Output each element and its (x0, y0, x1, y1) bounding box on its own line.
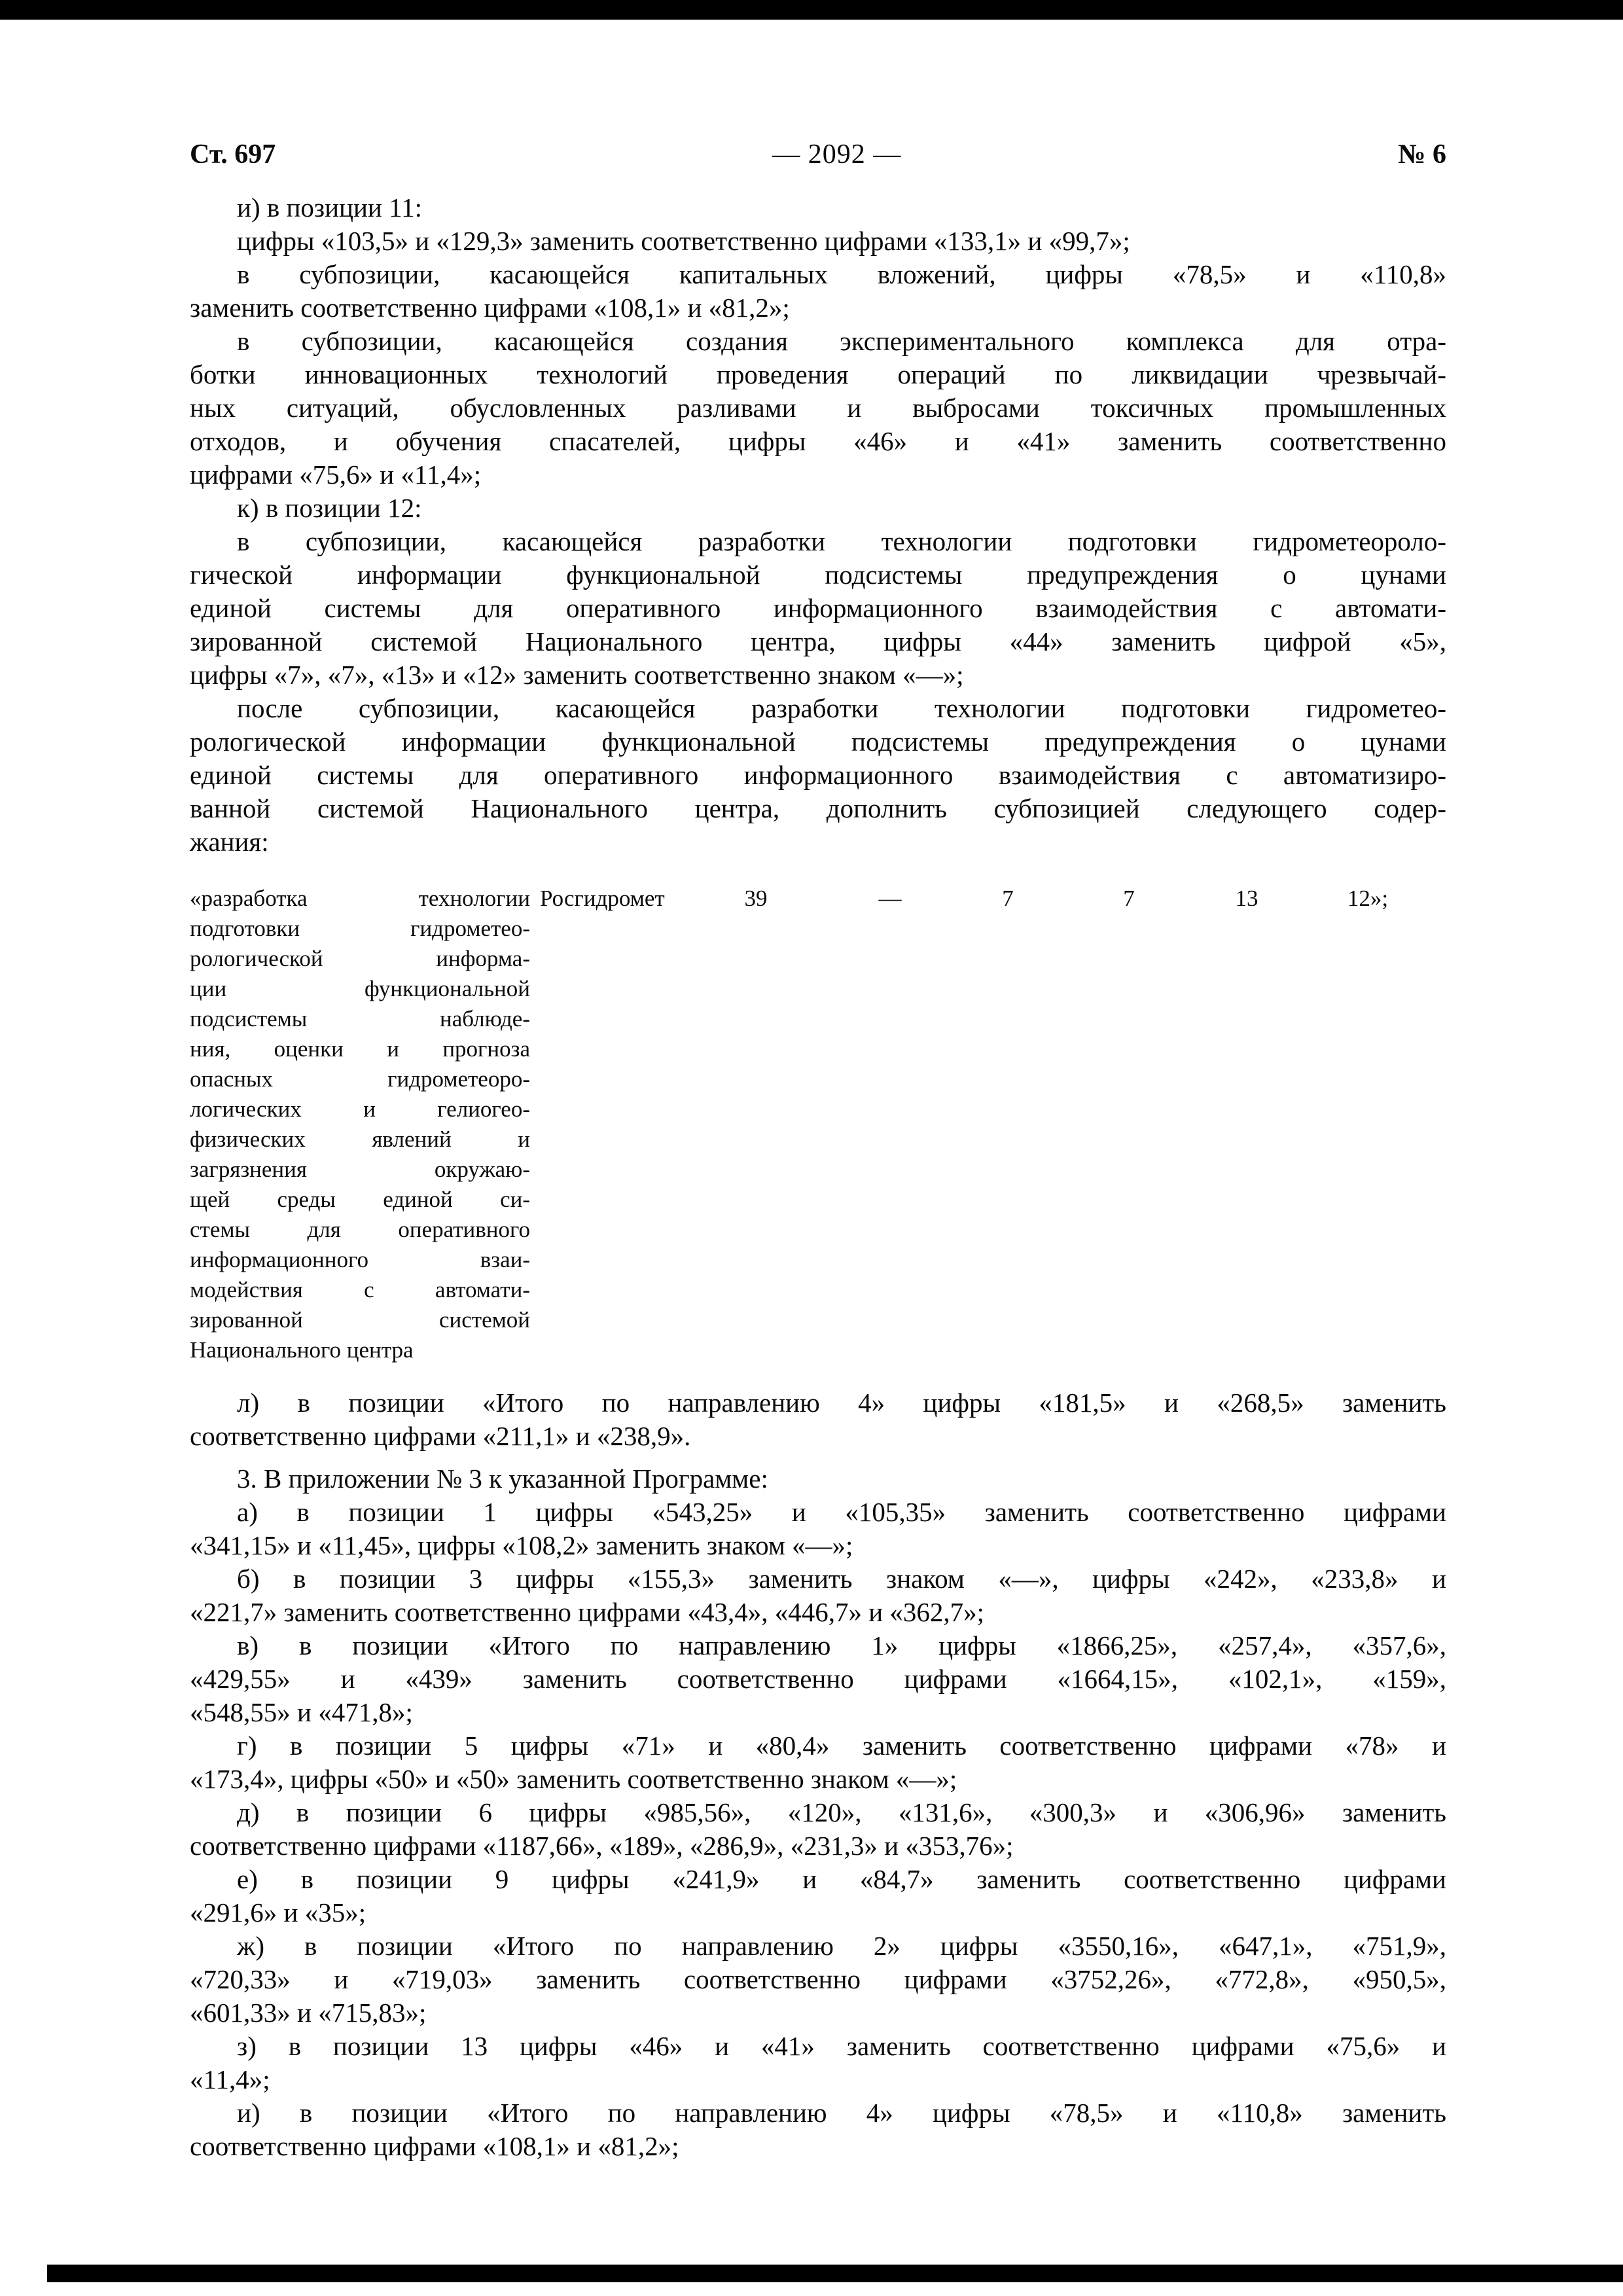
text-line: в) в позиции «Итого по направлению 1» цифры «1866,25», «257,4», «357,6», (237, 1630, 1446, 1660)
text-line: д) в позиции 6 цифры «985,56», «120», «131,6», «300,3» и «306,96» заменить (237, 1797, 1446, 1827)
text-line: ции функциональной (190, 976, 530, 1001)
paragraph (190, 325, 1446, 492)
text-line: з) в позиции 13 цифры «46» и «41» заменить соответственно цифрами «75,6» и (237, 2031, 1446, 2061)
text-line: е) в позиции 9 цифры «241,9» и «84,7» заменить соответственно цифрами (237, 1864, 1446, 1894)
paragraph (190, 2096, 1446, 2163)
table-value-cell: 39 (744, 886, 768, 911)
text-line: «291,6» и «35»; (190, 1897, 366, 1928)
text-line: отходов, и обучения спасателей, цифры «46» и «41» заменить соответственно (190, 426, 1446, 456)
text-line: цифры «103,5» и «129,3» заменить соответственно цифрами «133,1» и «99,7»; (237, 226, 1130, 256)
issue-number: № 6 (1398, 139, 1446, 170)
text-line: зированной системой (190, 1307, 530, 1333)
text-line: соответственно цифрами «108,1» и «81,2»; (190, 2131, 679, 2161)
paragraph (190, 224, 1446, 258)
table-value-cell: 7 (1123, 886, 1135, 911)
text-line: «11,4»; (190, 2064, 270, 2094)
text-line: в субпозиции, касающейся разработки технологии подготовки гидрометеороло- (237, 526, 1446, 556)
paragraphs-after-table (190, 1386, 1446, 2163)
text-line: ж) в позиции «Итого по направлению 2» цифры «3550,16», «647,1», «751,9», (237, 1931, 1446, 1961)
paragraph (190, 1629, 1446, 1729)
page-number: — 2092 — (772, 139, 902, 170)
text-line: ния, оценки и прогноза (190, 1036, 530, 1062)
text-line: подсистемы наблюде- (190, 1006, 530, 1031)
text-line: цифры «7», «7», «13» и «12» заменить соответственно знаком «—»; (190, 660, 964, 690)
text-line: г) в позиции 5 цифры «71» и «80,4» заменить соответственно цифрами «78» и (237, 1731, 1446, 1761)
paragraph (190, 1929, 1446, 2030)
text-line: после субпозиции, касающейся разработки технологии подготовки гидрометео- (237, 693, 1446, 723)
text-line: опасных гидрометеоро- (190, 1066, 530, 1092)
amendment-table-row (190, 884, 1446, 1365)
paragraph (190, 1562, 1446, 1629)
paragraph (190, 191, 1446, 224)
paragraph (190, 2030, 1446, 2096)
paragraph (190, 692, 1446, 859)
text-line: загрязнения окружаю- (190, 1157, 530, 1182)
text-line: физических явлений и (190, 1126, 530, 1152)
text-line: единой системы для оперативного информационного взаимодействия с автомати- (190, 593, 1446, 623)
text-line: жания: (190, 827, 269, 857)
table-subject-column (190, 884, 530, 1365)
text-line: соответственно цифрами «211,1» и «238,9». (190, 1421, 691, 1451)
page-header (190, 139, 1446, 170)
text-line: «разработка технологии (190, 886, 530, 911)
paragraph (190, 1729, 1446, 1796)
text-line: щей среды единой си- (190, 1187, 530, 1212)
text-line: модействия с автомати- (190, 1277, 530, 1302)
text-line: 3. В приложении № 3 к указанной Программе: (237, 1463, 768, 1494)
text-line: стемы для оперативного (190, 1217, 530, 1242)
paragraph (190, 1496, 1446, 1562)
text-line: в субпозиции, касающейся создания экспериментального комплекса для отра- (237, 326, 1446, 356)
text-line: в субпозиции, касающейся капитальных вложений, цифры «78,5» и «110,8» (237, 259, 1446, 289)
text-line: зированной системой Национального центра, цифры «44» заменить цифрой «5», (190, 626, 1446, 656)
text-line: и) в позиции 11: (237, 192, 422, 223)
text-line: информационного взаи- (190, 1247, 530, 1272)
text-line: б) в позиции 3 цифры «155,3» заменить знаком «—», цифры «242», «233,8» и (237, 1564, 1446, 1594)
text-line: «173,4», цифры «50» и «50» заменить соответственно знаком «—»; (190, 1764, 957, 1794)
text-line: и) в позиции «Итого по направлению 4» цифры «78,5» и «110,8» заменить (237, 2098, 1446, 2128)
paragraph (190, 1796, 1446, 1863)
text-line: «601,33» и «715,83»; (190, 1998, 427, 2028)
text-line: ванной системой Национального центра, дополнить субпозицией следующего содер- (190, 793, 1446, 823)
text-line: «341,15» и «11,45», цифры «108,2» заменить знаком «—»; (190, 1530, 853, 1560)
text-line: ных ситуаций, обусловленных разливами и выбросами токсичных промышленных (190, 393, 1446, 423)
table-value-cell: 12»; (1347, 886, 1389, 911)
text-line: «429,55» и «439» заменить соответственно цифрами «1664,15», «102,1», «159», (190, 1664, 1446, 1694)
text-line: логических и гелиогео- (190, 1096, 530, 1122)
paragraph (190, 1386, 1446, 1453)
paragraph (190, 1462, 1446, 1496)
paragraph (190, 525, 1446, 692)
text-line: л) в позиции «Итого по направлению 4» цифры «181,5» и «268,5» заменить (237, 1388, 1446, 1418)
text-line: заменить соответственно цифрами «108,1» и «81,2»; (190, 293, 790, 323)
text-line: к) в позиции 12: (237, 493, 422, 523)
scan-artifact-bottom-bar (47, 2265, 1623, 2282)
article-number: Ст. 697 (190, 139, 276, 170)
table-value-cell: — (878, 886, 902, 911)
paragraph (190, 884, 530, 1365)
text-line: Национального центра (190, 1337, 414, 1363)
text-line: «720,33» и «719,03» заменить соответственно цифрами «3752,26», «772,8», «950,5», (190, 1964, 1446, 1994)
paragraph (190, 258, 1446, 325)
text-line: единой системы для оперативного информационного взаимодействия с автоматизиро- (190, 760, 1446, 790)
table-value-cell: 13 (1235, 886, 1258, 911)
table-agency-cell: Росгидромет (540, 886, 665, 911)
text-line: соответственно цифрами «1187,66», «189», «286,9», «231,3» и «353,76»; (190, 1831, 1014, 1861)
text-line: а) в позиции 1 цифры «543,25» и «105,35» заменить соответственно цифрами (237, 1497, 1446, 1527)
text-line: ботки инновационных технологий проведения операций по ликвидации чрезвычай- (190, 359, 1446, 389)
text-line: рологической информации функциональной подсистемы предупреждения о цунами (190, 726, 1446, 757)
paragraph (190, 1863, 1446, 1929)
paragraph (190, 492, 1446, 525)
text-line: подготовки гидрометео- (190, 916, 530, 941)
text-line: гической информации функциональной подсистемы предупреждения о цунами (190, 560, 1446, 590)
text-line: рологической информа- (190, 946, 530, 971)
text-line: «548,55» и «471,8»; (190, 1697, 413, 1727)
page-content (190, 139, 1446, 2163)
table-value-cell: 7 (1002, 886, 1014, 911)
text-line: цифрами «75,6» и «11,4»; (190, 459, 482, 490)
paragraphs-before-table (190, 191, 1446, 859)
scan-artifact-top-bar (0, 0, 1623, 20)
text-line: «221,7» заменить соответственно цифрами «43,4», «446,7» и «362,7»; (190, 1597, 985, 1627)
